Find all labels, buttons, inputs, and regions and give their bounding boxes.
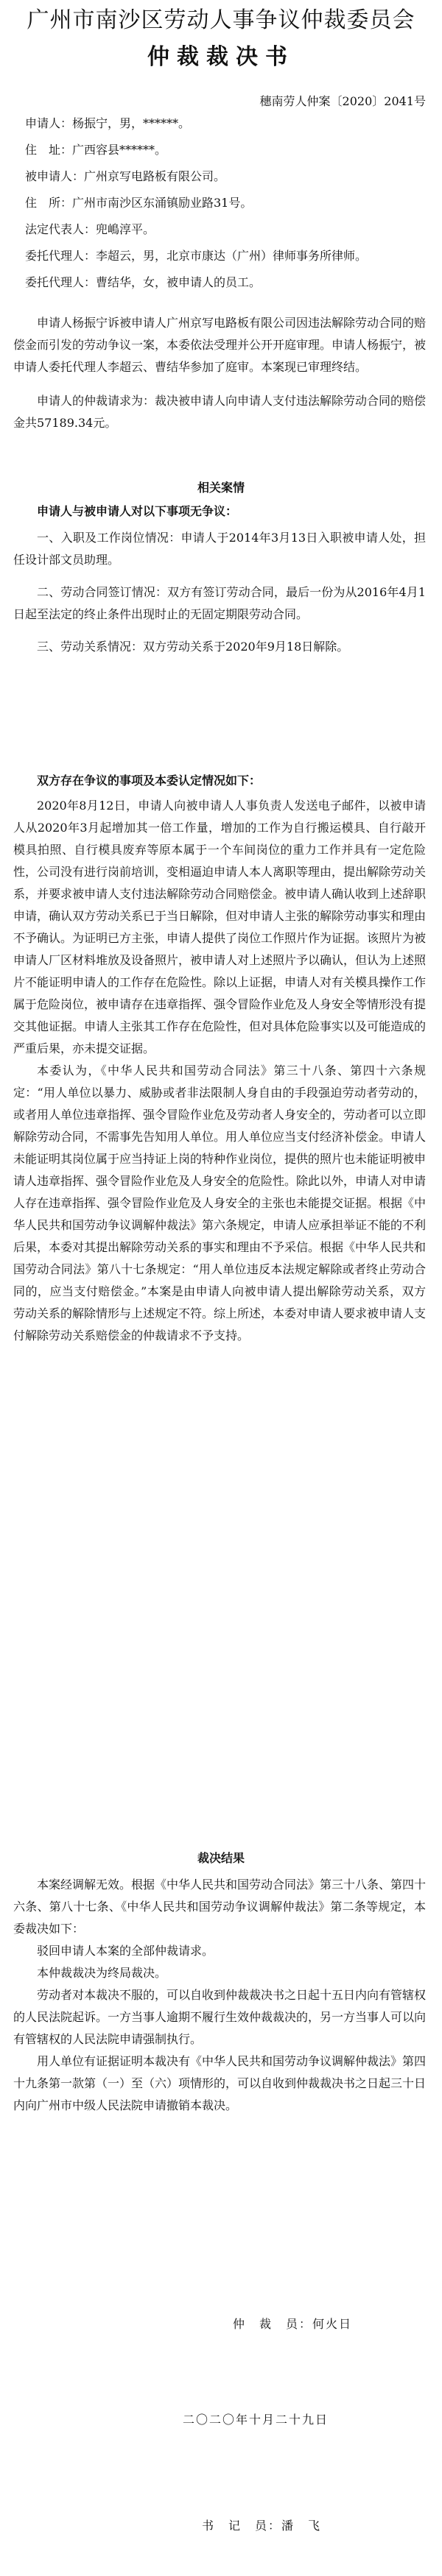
undisputed-subheading: 申请人与被申请人对以下事项无争议：: [37, 504, 238, 518]
party-agent-1: 委托代理人：李超云，男，北京市康达（广州）律师事务所律师。: [25, 249, 368, 263]
case-number: 穗南劳人仲案〔2020〕2041号: [259, 94, 426, 108]
ruling-section: [13, 1874, 426, 2117]
party-applicant: 申请人：杨振宁，男，******。: [25, 116, 191, 130]
clerk-signature: 书 记 员：潘 飞: [202, 2519, 322, 2533]
ruling-paragraph: 驳回申请人本案的全部仲裁请求。: [37, 1944, 214, 1958]
org-title: 广州市南沙区劳动人事争议仲裁委员会: [27, 7, 415, 33]
party-legal-rep: 法定代表人：兜嶋淳平。: [25, 222, 155, 236]
document-title: 仲裁裁决书: [147, 44, 295, 70]
intro-section: [13, 312, 426, 434]
ruling-paragraph: 本仲裁裁决为终局裁决。: [37, 1966, 167, 1980]
claim-paragraph: 申请人的仲裁请求为：裁决被申请人向申请人支付违法解除劳动合同的赔偿金共57189.34元。: [13, 394, 427, 430]
parties-block: [25, 110, 423, 296]
disputed-subheading: 双方存在争议的事项及本委认定情况如下：: [37, 774, 262, 788]
party-applicant-address: 住 址：广西容县******。: [25, 143, 167, 157]
ruling-paragraph: 本案经调解无效。根据《中华人民共和国劳动合同法》第三十八条、第四十六条、第八十七条、《中华人民共和国劳动争议调解仲裁法》第二条等规定，本委裁决如下：: [13, 1878, 427, 1936]
dispute-facts-paragraph: 2020年8月12日，申请人向被申请人人事负责人发送电子邮件，以被申请人从2020年3月起增加其一倍工作量，增加的工作为自行搬运模具、自行敲开模具拍照、自行模具废弃等原本属于一个车间岗位的重力工作并具有一定危险性，公司没有进行岗前培训，变相逼迫申请人本人离职等理由，提出解除劳动关系，并要求被申请人支付违法解除劳动合同赔偿金。被申请人确认收到上述辞职申请，确认双方劳动关系已于当日解除，但对申请人主张的解除劳动事实和理由不予确认。为证明已方主张，申请人提供了岗位工作照片作为证据。该照片为被申请人厂区材料堆放及设备照片，被申请人对上述照片予以确认，但认为上述照片不能证明申请人的工作存在危险性。除以上证据，申请人对有关模具操作工作属于危险岗位，被申请存在违章指挥、强令冒险作业危及人身安全等情形没有提交其他证据。申请人主张其工作存在危险性，但对具体危险事实以及可能造成的严重后果，亦未提交证据。: [13, 799, 427, 1055]
tribunal-reasoning-paragraph: 本委认为，《中华人民共和国劳动合同法》第三十八条、第四十六条规定：“用人单位以暴力、威胁或者非法限制人身自由的手段强迫劳动者劳动的，或者用人单位违章指挥、强令冒险作业危及劳动者人身安全的，劳动者可以立即解除劳动合同，不需事先告知用人单位。用人单位应当支付经济补偿金。申请人未能证明其岗位属于应当持证上岗的特种作业岗位，提供的照片也未能证明被申请人违章指挥、强令冒险作业危及人身安全的危险性。除此以外，申请人对申请人存在违章指挥、强令冒险作业危及人身安全的主张也未能提交证据。根据《中华人民共和国劳动争议调解仲裁法》第六条规定，申请人应承担举证不能的不利后果，本委对其提出解除劳动关系的事实和理由不予采信。根据《中华人民共和国劳动合同法》第八十七条规定：“用人单位违反本法规定解除或者终止劳动合同的，应当支付赔偿金。”本案是由申请人向被申请人提出解除劳动关系，双方劳动关系的解除情形与上述规定不符。综上所述，本委对申请人要求被申请人支付解除劳动关系赔偿金的仲裁请求不予支持。: [13, 1064, 427, 1342]
disputed-section: [13, 795, 426, 1347]
ruling-heading: 裁决结果: [197, 1851, 245, 1865]
facts-heading: 相关案情: [197, 481, 245, 495]
ruling-paragraph: 用人单位有证据证明本裁决有《中华人民共和国劳动争议调解仲裁法》第四十九条第一款第（一）至（六）项情形的，可以自收到仲裁裁决书之日起三十日内向广州市中级人民法院申请撤销本裁决。: [13, 2054, 427, 2112]
party-agent-2: 委托代理人：曹结华，女，被申请人的员工。: [25, 275, 262, 289]
arbitrator-signature: 仲 裁 员：何火日: [233, 2317, 353, 2331]
undisputed-item: 一、入职及工作岗位情况：申请人于2014年3月13日入职被申请人处，担任设计部文员助理。: [13, 531, 426, 567]
ruling-paragraph: 劳动者对本裁决不服的，可以自收到仲裁裁决书之日起十五日内向有管辖权的人民法院起诉。一方当事人逾期不履行生效仲裁裁决的，另一方当事人可以向有管辖权的人民法院申请强制执行。: [13, 1988, 427, 2046]
award-date: 二〇二〇年十月二十九日: [183, 2413, 329, 2427]
intro-paragraph: 申请人杨振宁诉被申请人广州京写电路板有限公司因违法解除劳动合同的赔偿金而引发的劳动争议一案，本委依法受理并公开开庭审理。申请人杨振宁，被申请人委托代理人李超云、曹结华参加了庭审。本案现已审理终结。: [13, 316, 427, 374]
party-respondent: 被申请人：广州京写电路板有限公司。: [25, 169, 226, 183]
undisputed-item: 三、劳动关系情况：双方劳动关系于2020年9月18日解除。: [37, 640, 349, 654]
undisputed-item: 二、劳动合同签订情况：双方有签订劳动合同，最后一份为从2016年4月1日起至法定的终止条件出现时止的无固定期限劳动合同。: [13, 585, 426, 621]
undisputed-section: [13, 527, 426, 658]
party-respondent-address: 住 所：广州市南沙区东涌镇励业路31号。: [25, 196, 253, 210]
